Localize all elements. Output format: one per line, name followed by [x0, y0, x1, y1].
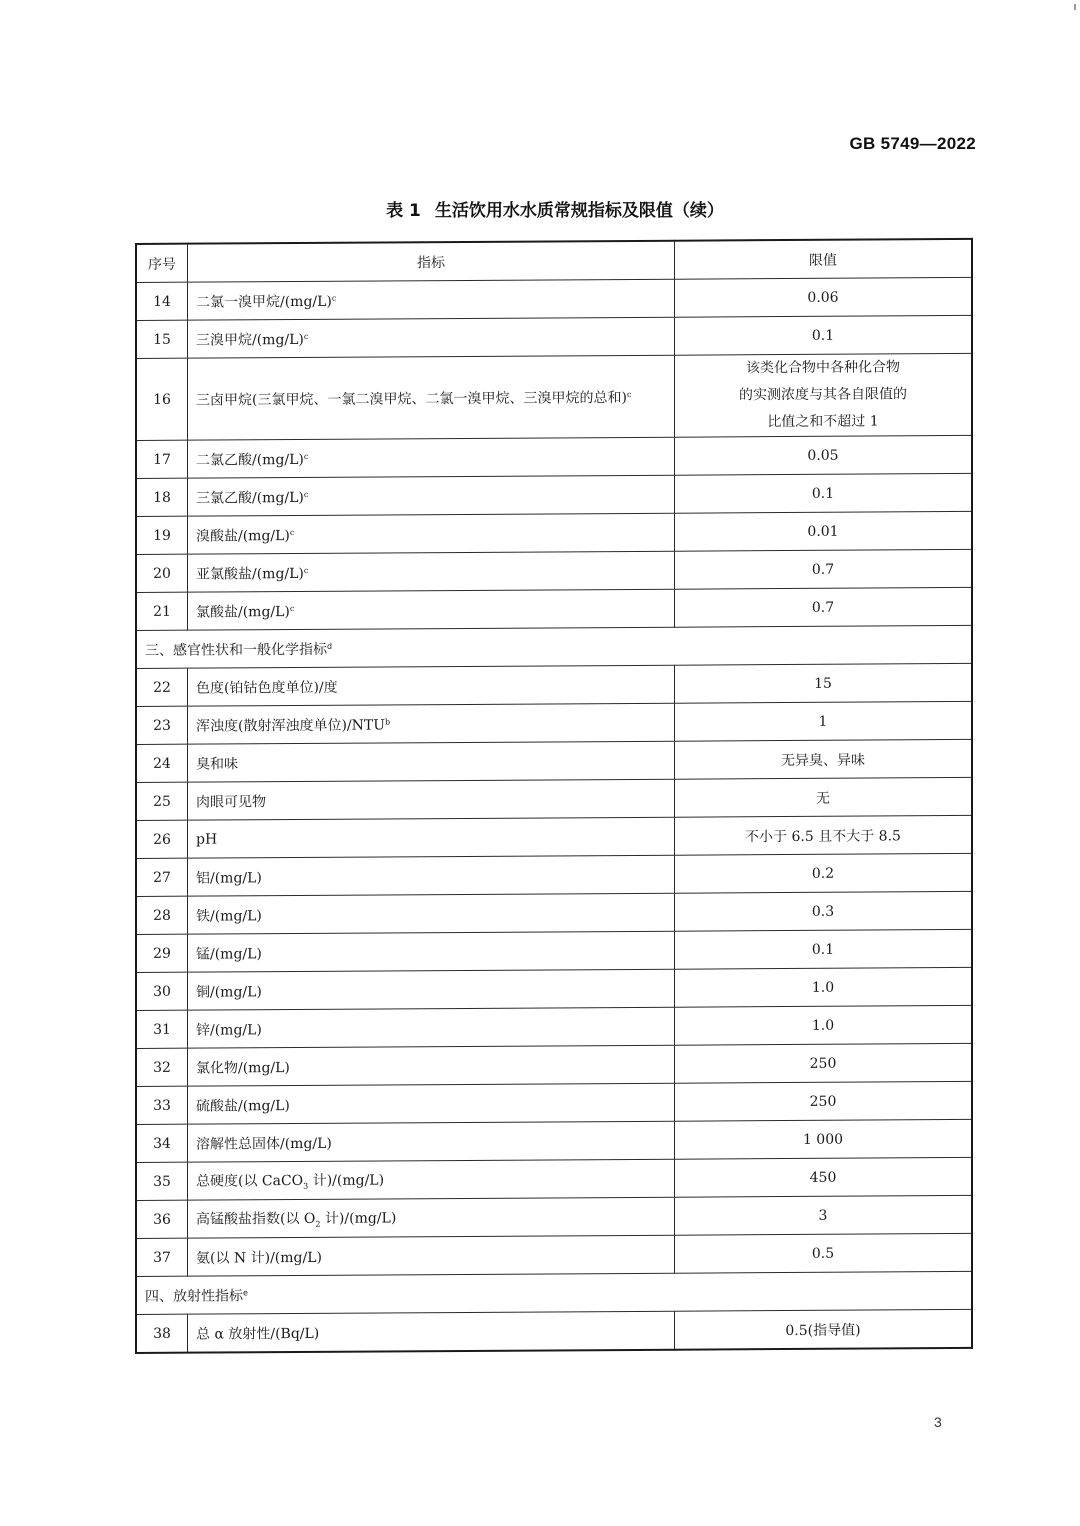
table-title	[0, 196, 1080, 221]
footnote-mark: e	[243, 1287, 248, 1297]
footnote-mark: c	[289, 527, 295, 537]
table-row	[136, 587, 972, 630]
scan-mark	[1074, 4, 1076, 10]
row-indicator: 三氯乙酸$/(mg/L)^c$	[188, 475, 675, 516]
row-indicator: 肉眼可见物	[188, 779, 675, 820]
row-no: 35	[136, 1162, 188, 1200]
row-no: 27	[136, 858, 188, 896]
row-no: 25	[136, 782, 188, 820]
row-no: 22	[136, 668, 188, 706]
row-no: 26	[136, 820, 188, 858]
table-row	[136, 1309, 972, 1353]
table-row	[136, 277, 972, 320]
row-limit: 0.1	[675, 315, 973, 355]
row-limit: 该类化合物中各种化合物 的实测浓度与其各自限值的 比值之和不超过 1	[675, 353, 973, 437]
row-no: 32	[136, 1048, 188, 1086]
section-header-row	[136, 1271, 972, 1314]
footnote-mark: c	[303, 489, 309, 499]
table-row	[136, 891, 972, 934]
row-no: 20	[136, 554, 188, 592]
row-limit: 250	[675, 1081, 973, 1121]
row-limit: 0.5(指导值)	[675, 1309, 973, 1349]
row-limit: 3	[675, 1195, 973, 1235]
footnote-mark: c	[303, 565, 309, 575]
footnote-mark: c	[303, 331, 309, 341]
table-row	[136, 353, 972, 440]
row-limit: 0.2	[675, 853, 973, 893]
column-header-no: 序号	[136, 244, 188, 283]
table-caption: 生活饮用水水质常规指标及限值（续）	[434, 201, 724, 221]
row-no: 37	[136, 1238, 188, 1276]
table-row	[136, 549, 972, 592]
table-row	[136, 1157, 972, 1200]
row-limit: 250	[675, 1043, 973, 1083]
row-no: 29	[136, 934, 188, 972]
table-row	[136, 1081, 972, 1124]
table-row	[136, 739, 972, 782]
row-no: 33	[136, 1086, 188, 1124]
row-no: 19	[136, 516, 188, 554]
row-no: 34	[136, 1124, 188, 1162]
row-indicator: 臭和味	[188, 741, 675, 782]
table-row	[136, 853, 972, 896]
row-limit: 无异臭、异味	[675, 739, 973, 779]
row-limit: 1	[675, 701, 973, 741]
row-limit: 0.1	[675, 929, 973, 969]
row-limit: 1 000	[675, 1119, 973, 1159]
row-indicator: 溶解性总固体/(mg/L)	[188, 1121, 675, 1162]
row-limit: 0.06	[675, 277, 973, 317]
footnote-mark: c	[626, 389, 632, 399]
column-header-limit: 限值	[675, 239, 973, 279]
table-row	[136, 315, 972, 358]
row-indicator: 二氯乙酸$/(mg/L)^c$	[188, 437, 675, 478]
table-label: 表 1	[386, 201, 421, 221]
table-row	[136, 1233, 972, 1276]
row-indicator: 色度(铂钴色度单位)/度	[188, 665, 675, 706]
table-row	[136, 435, 972, 478]
row-indicator: 浑浊度(散射浑浊度单位)/NTU$^b$	[188, 703, 675, 744]
row-indicator: 总 α 放射性/(Bq/L)	[188, 1311, 675, 1352]
row-indicator: 总硬度(以 CaCO$_3$ 计)/(mg/L)	[188, 1159, 675, 1200]
row-indicator: 亚氯酸盐$/(mg/L)^c$	[188, 551, 675, 592]
row-indicator: 二氯一溴甲烷$/(mg/L)^c$	[188, 279, 675, 320]
table-row	[136, 663, 972, 706]
water-quality-table	[135, 238, 973, 1354]
footnote-mark: d	[327, 641, 333, 651]
row-no: 17	[136, 440, 188, 478]
table-row	[136, 1119, 972, 1162]
row-no: 38	[136, 1314, 188, 1353]
table-row	[136, 511, 972, 554]
row-limit: 0.7	[675, 549, 973, 589]
section-title: 三、感官性状和一般化学指标$^d$	[136, 625, 972, 668]
footnote-mark: c	[289, 603, 295, 613]
row-no: 16	[136, 358, 188, 440]
row-indicator: 溴酸盐$/(mg/L)^c$	[188, 513, 675, 554]
row-indicator: 氯酸盐$/(mg/L)^c$	[188, 589, 675, 630]
row-indicator: 铁/(mg/L)	[188, 893, 675, 934]
row-limit: 450	[675, 1157, 973, 1197]
page-number: 3	[934, 1414, 942, 1430]
row-indicator: 高锰酸盐指数(以 $O_2$ 计)/(mg/L)	[188, 1197, 675, 1238]
standard-code: GB 5749—2022	[849, 134, 976, 153]
row-no: 18	[136, 478, 188, 516]
table-row	[136, 1195, 972, 1238]
row-no: 28	[136, 896, 188, 934]
row-indicator: pH	[188, 817, 675, 858]
row-limit: 无	[675, 777, 973, 817]
row-indicator: 铝/(mg/L)	[188, 855, 675, 896]
row-limit: 0.05	[675, 435, 973, 475]
row-limit: 0.01	[675, 511, 973, 551]
row-limit: 0.3	[675, 891, 973, 931]
row-no: 15	[136, 320, 188, 358]
section-header-row	[136, 625, 972, 668]
table-row	[136, 929, 972, 972]
row-indicator: 硫酸盐/(mg/L)	[188, 1083, 675, 1124]
row-limit: 15	[675, 663, 973, 703]
table-row	[136, 815, 972, 858]
row-indicator: 氯化物/(mg/L)	[188, 1045, 675, 1086]
table-header-row	[136, 239, 972, 283]
row-no: 30	[136, 972, 188, 1010]
row-limit: 0.1	[675, 473, 973, 513]
row-no: 31	[136, 1010, 188, 1048]
table-row	[136, 1043, 972, 1086]
table-row	[136, 473, 972, 516]
row-indicator: 三卤甲烷(三氯甲烷、一氯二溴甲烷、二氯一溴甲烷、三溴甲烷的总和)$^c$	[188, 355, 675, 440]
footnote-mark: b	[385, 716, 391, 726]
row-limit: 不小于 6.5 且不大于 8.5	[675, 815, 973, 855]
table-row	[136, 967, 972, 1010]
row-limit: 0.5	[675, 1233, 973, 1273]
row-indicator: 锰/(mg/L)	[188, 931, 675, 972]
row-no: 24	[136, 744, 188, 782]
table-row	[136, 701, 972, 744]
footnote-mark: c	[331, 293, 337, 303]
table-row	[136, 777, 972, 820]
footnote-mark: c	[303, 451, 309, 461]
row-limit: 0.7	[675, 587, 973, 627]
column-header-indicator: 指标	[188, 241, 675, 282]
row-indicator: 氨(以 N 计)/(mg/L)	[188, 1235, 675, 1276]
row-limit: 1.0	[675, 967, 973, 1007]
row-indicator: 铜/(mg/L)	[188, 969, 675, 1010]
row-indicator: 三溴甲烷$/(mg/L)^c$	[188, 317, 675, 358]
row-no: 23	[136, 706, 188, 744]
row-no: 21	[136, 592, 188, 630]
row-no: 36	[136, 1200, 188, 1238]
section-title: 四、放射性指标$^e$	[136, 1271, 972, 1314]
row-indicator: 锌/(mg/L)	[188, 1007, 675, 1048]
row-no: 14	[136, 282, 188, 320]
table-row	[136, 1005, 972, 1048]
row-limit: 1.0	[675, 1005, 973, 1045]
